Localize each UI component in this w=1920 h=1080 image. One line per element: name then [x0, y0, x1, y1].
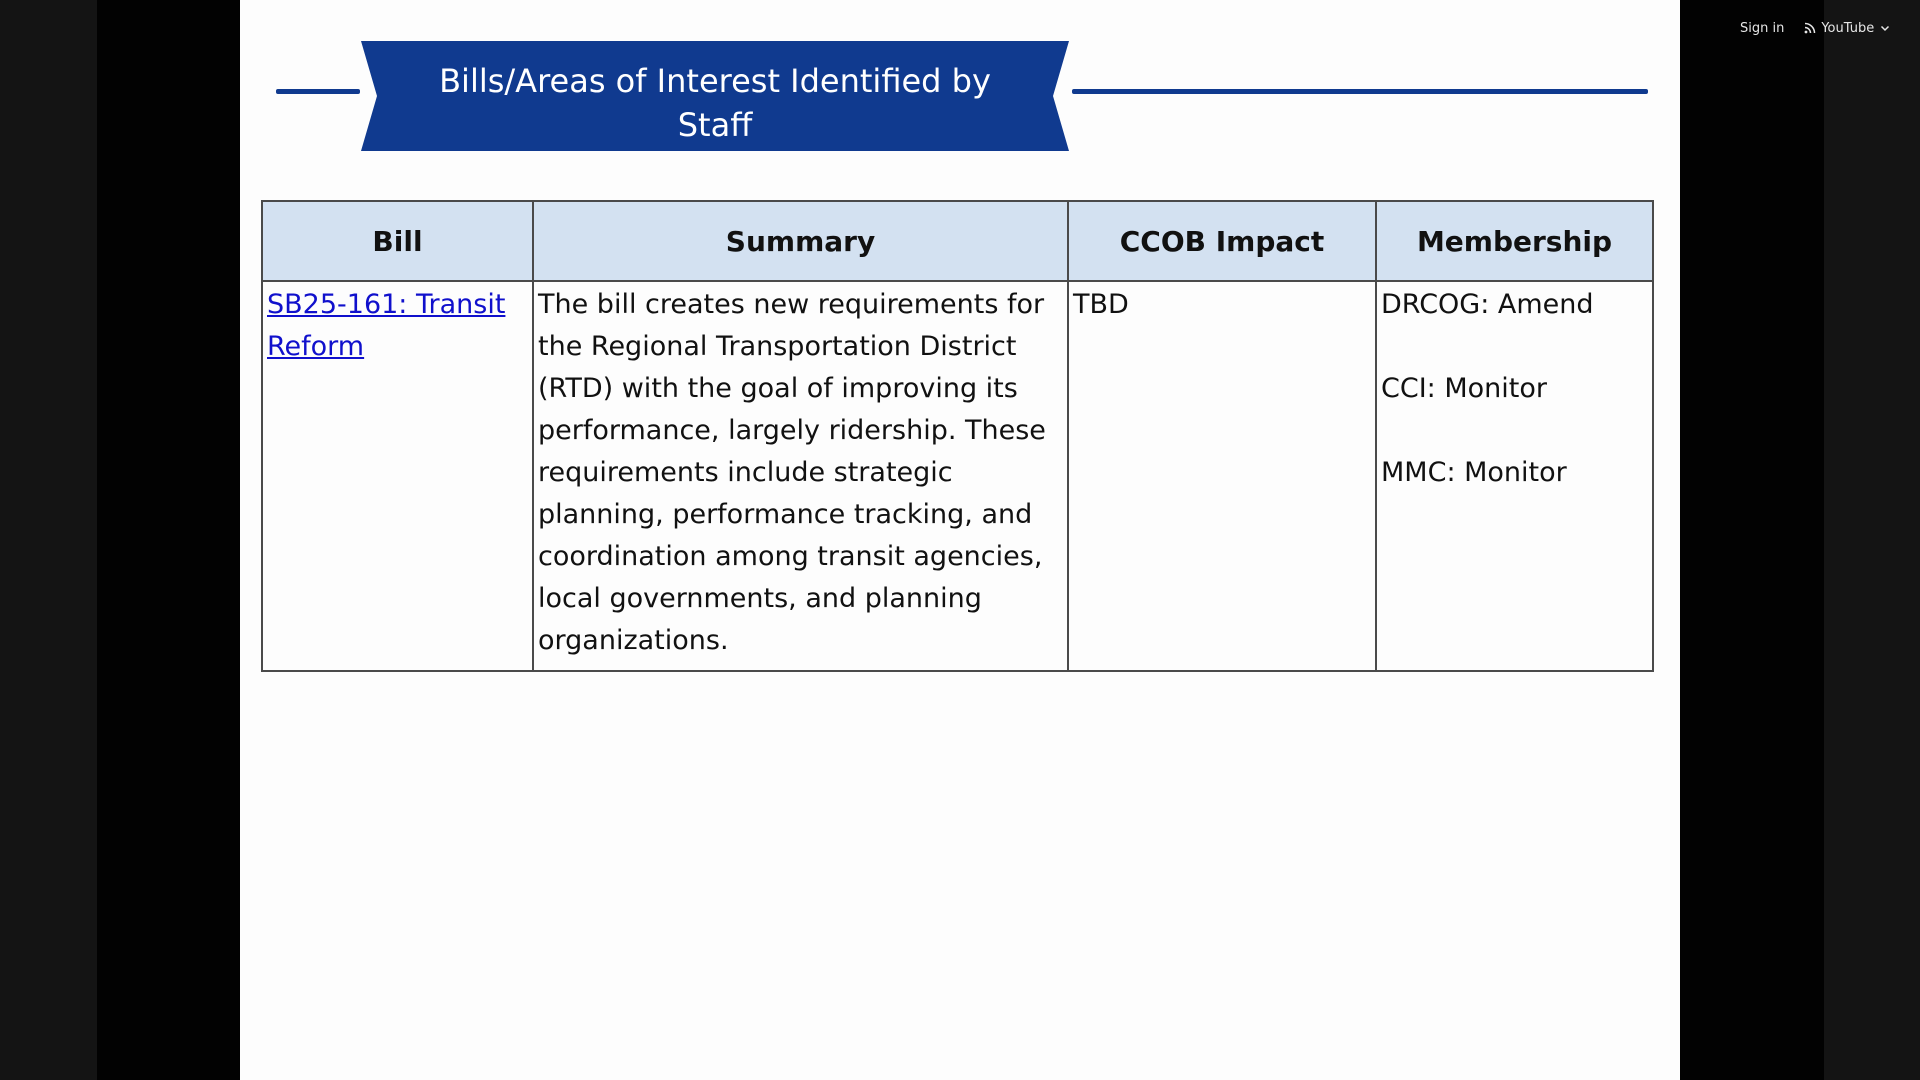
header-ccob-impact: CCOB Impact — [1068, 201, 1376, 281]
right-letterbox — [1824, 0, 1920, 1080]
presentation-slide — [240, 0, 1680, 1080]
left-pillarbox — [97, 0, 240, 1080]
header-summary: Summary — [533, 201, 1068, 281]
bills-table — [261, 200, 1654, 672]
title-banner — [361, 41, 1069, 151]
bill-link[interactable]: SB25-161: Transit Reform — [267, 289, 506, 362]
table-row — [262, 281, 1653, 671]
table-header-row — [262, 201, 1653, 281]
membership-cci: CCI: Monitor — [1381, 373, 1547, 404]
youtube-label: YouTube — [1821, 20, 1875, 36]
membership-drcog: DRCOG: Amend — [1381, 289, 1594, 320]
cell-membership — [1376, 281, 1653, 671]
header-bill: Bill — [262, 201, 533, 281]
cell-summary: The bill creates new requirements for the Regional Transportation District (RTD) with the goal of improving its performance, largely ridership. These requirements include strategic planning, performance tracking, and coordination among transit agencies, local governments, and planning organizations. — [533, 281, 1068, 671]
header-membership: Membership — [1376, 201, 1653, 281]
top-right-overlay — [1740, 14, 1891, 42]
title-rule-right — [1072, 89, 1648, 94]
right-pillarbox — [1680, 0, 1824, 1080]
title-rule-left — [276, 89, 360, 94]
cell-ccob-impact: TBD — [1068, 281, 1376, 671]
left-letterbox — [0, 0, 97, 1080]
membership-mmc: MMC: Monitor — [1381, 457, 1567, 488]
chevron-down-icon — [1879, 22, 1891, 34]
youtube-channel-menu[interactable] — [1804, 21, 1891, 36]
feed-icon — [1804, 22, 1816, 34]
sign-in-link[interactable]: Sign in — [1740, 20, 1785, 36]
slide-title: Bills/Areas of Interest Identified by Staff — [439, 62, 991, 144]
cell-bill — [262, 281, 533, 671]
